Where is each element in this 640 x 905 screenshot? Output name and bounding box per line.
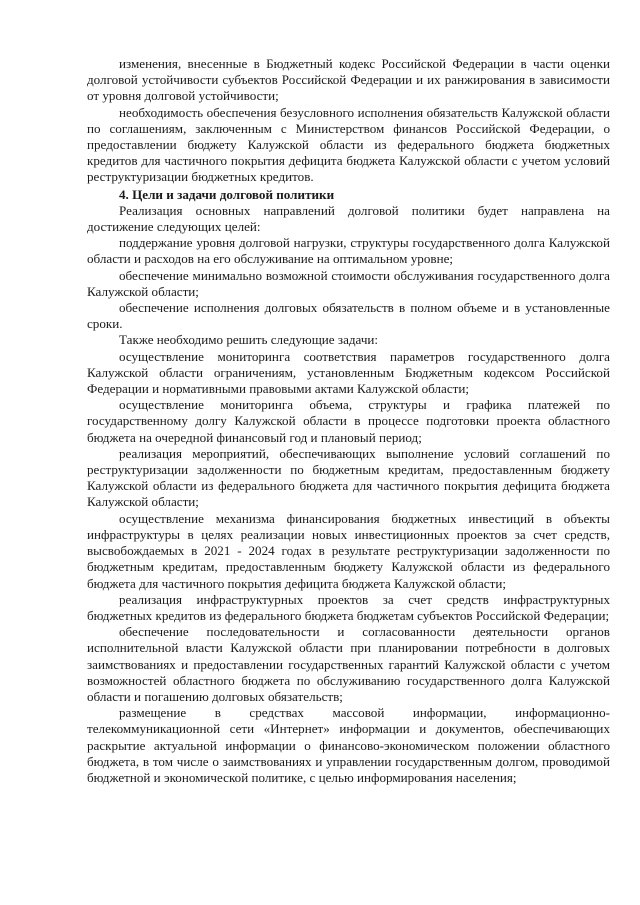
paragraph-necessity: необходимость обеспечения безусловного исполнения обязательств Калужской области по соглашениям, заключенным с Министерством финансов Российской Федерации, о предоставлении бюджету Калужской области из федерального бюджета бюджетных кредитов для частичного покрытия дефицита бюджета Калужской области с учетом условий реструктуризации бюджетных кредитов. bbox=[87, 104, 610, 185]
list-item-task-5: реализация инфраструктурных проектов за счет средств инфраструктурных бюджетных кредитов из федерального бюджета бюджетам субъектов Российской Федерации; bbox=[87, 591, 610, 623]
list-item-task-1: осуществление мониторинга соответствия параметров государственного долга Калужской области ограничениям, установленным Бюджетным кодексом Российской Федерации и нормативными правовыми актами Калужской области; bbox=[87, 348, 610, 397]
paragraph-tasks-intro: Также необходимо решить следующие задачи: bbox=[119, 332, 379, 348]
paragraph-intro-continuation: изменения, внесенные в Бюджетный кодекс Российской Федерации в части оценки долговой устойчивости субъектов Российской Федерации и их ранжирования в зависимости от уровня долговой устойчивости; bbox=[87, 56, 610, 104]
list-item-task-4: осуществление механизма финансирования бюджетных инвестиций в объекты инфраструктуры в целях реализации новых инвестиционных проектов за счет средств, высвобождаемых в 2021 - 2024 годах в результате реструктуризации задолженности по бюджетным кредитам, предоставленным бюджету Калужской области из федерального бюджета для частичного покрытия дефицита бюджета Калужской области; bbox=[87, 510, 610, 591]
list-item-task-7: размещение в средствах массовой информации, информационно-телекоммуникационной сети «Интернет» информации и документов, обеспечивающих раскрытие актуальной информации о финансово-экономическом положении областного бюджета, в том числе о заимствованиях и управлении государственным долгом, проводимой бюджетной и экономической политике, с целью информирования населения; bbox=[87, 705, 610, 785]
list-item-goal-2: обеспечение минимально возможной стоимости обслуживания государственного долга Калужской области; bbox=[87, 267, 610, 299]
list-item-goal-3: обеспечение исполнения долговых обязательств в полном объеме и в установленные сроки. bbox=[87, 300, 610, 332]
list-item-goal-1: поддержание уровня долговой нагрузки, структуры государственного долга Калужской области и расходов на его обслуживание на оптимальном уровне; bbox=[87, 235, 610, 267]
list-item-task-3: реализация мероприятий, обеспечивающих выполнение условий соглашений по реструктуризации задолженности по бюджетным кредитам, предоставленным бюджету Калужской области из федерального бюджета для частичного покрытия дефицита бюджета Калужской области; bbox=[87, 445, 610, 510]
section-heading-4: 4. Цели и задачи долговой политики bbox=[119, 186, 335, 202]
list-item-task-6: обеспечение последовательности и согласованности деятельности органов исполнительной власти Калужской области при планировании потребности в долговых заимствованиях и предоставлении государственных гарантий Калужской области с учетом возможностей областного бюджета по обслуживанию государственного долга Калужской области и погашению долговых обязательств; bbox=[87, 624, 610, 704]
list-item-task-2: осуществление мониторинга объема, структуры и графика платежей по государственному долгу Калужской области в процессе подготовки проекта областного бюджета на очередной финансовый год и плановый период; bbox=[87, 397, 610, 445]
paragraph-goals-intro: Реализация основных направлений долговой политики будет направлена на достижение следующих целей: bbox=[87, 202, 610, 235]
